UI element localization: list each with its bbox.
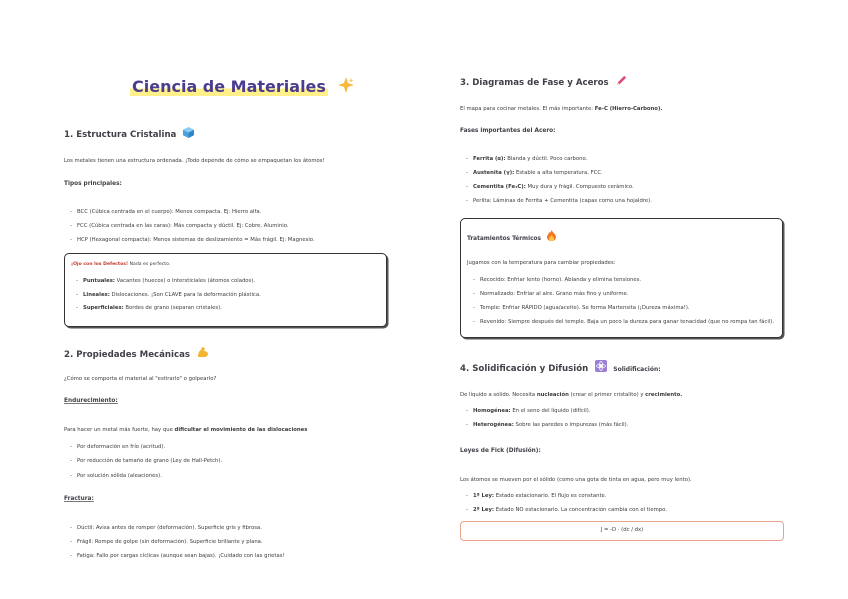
fick-formula: J = -D · (dc / dx) (600, 527, 644, 533)
formula-box (460, 521, 784, 541)
section-1-subheading: Tipos principales: (64, 181, 122, 187)
list-item: - Puntuales: Vacantes (huecos) o Intersticiales (átomos colados). (83, 278, 255, 285)
defects-note: ¡Ojo con los Defectos! Nada es perfecto. (71, 262, 171, 267)
atom-icon (595, 360, 607, 375)
list-item: - Homogénea: En el seno del líquido (difícil). (473, 408, 591, 415)
list-item: - Por solución sólida (aleaciones). (77, 473, 162, 480)
list-item: - Fatiga: Fallo por cargas cíclicas (aunque sean bajas). ¡Cuidado con las grietas! (77, 553, 285, 560)
section-4-intro: De líquido a sólido. Necesita nucleación (crear el primer cristalito) y crecimiento. (460, 392, 683, 398)
pencil-icon (616, 75, 627, 89)
heat-treatment-heading: Tratamientos Térmicos (467, 230, 556, 243)
section-4-text: Los átomos se mueven por el sólido (como una gota de tinta en agua, pero muy lento). (460, 477, 692, 483)
list-item: - Recocido: Enfriar lento (horno). Ablanda y elimina tensiones. (480, 277, 641, 284)
heat-treatment-intro: Jugamos con la temperatura para cambiar propiedades: (467, 260, 616, 266)
cube-icon (183, 127, 194, 141)
page-title: Ciencia de Materiales (130, 77, 354, 97)
list-item: - Por reducción de tamaño de grano (Ley de Hall-Petch). (77, 458, 222, 465)
list-item: - Dúctil: Avisa antes de romper (deformación). Superficie gris y fibrosa. (77, 525, 262, 532)
defects-box (64, 253, 387, 327)
list-item: - Superficiales: Bordes de grano (separan cristales). (83, 305, 222, 312)
fire-icon (547, 230, 556, 243)
list-item: - Cementita (Fe₃C): Muy dura y frágil. Compuesto cerámico. (473, 184, 634, 191)
section-heading-3: 3. Diagramas de Fase y Aceros (460, 75, 627, 89)
section-2-subheading-2: Fractura: (64, 496, 94, 502)
list-item: - Revenido: Siempre después del temple. Baja un poco la dureza para ganar tenacidad (que no rompa tan fácil). (480, 319, 774, 326)
list-item: - FCC (Cúbica centrada en las caras): Más compacta y dúctil. Ej: Cobre, Aluminio. (77, 223, 289, 230)
sparkle-icon (338, 77, 354, 97)
list-item: - Ferrita (α): Blanda y dúctil. Poco carbono. (473, 156, 587, 163)
list-item: - Heterogénea: Sobre las paredes o impurezas (más fácil). (473, 422, 628, 429)
list-item: - 2ª Ley: Estado NO estacionario. La concentración cambia con el tiempo. (473, 507, 667, 514)
list-item: - Normalizado: Enfriar al aire. Grano más fino y uniforme. (480, 291, 628, 298)
section-4-subheading: Leyes de Fick (Difusión): (460, 448, 541, 454)
list-item: - HCP (Hexagonal compacta): Menos sistemas de deslizamiento = Más frágil. Ej: Magnesio. (77, 237, 315, 244)
list-item: - Lineales: Dislocaciones. ¡Son CLAVE para la deformación plástica. (83, 292, 261, 299)
section-3-intro: El mapa para cocinar metales. El más importante: Fe-C (Hierro-Carbono). (460, 106, 663, 112)
section-3-subheading: Fases importantes del Acero: (460, 128, 556, 134)
section-1-intro: Los metales tienen una estructura ordenada. ¡Todo depende de cómo se empaquetan los átomos! (64, 158, 325, 164)
list-item: - 1ª Ley: Estado estacionario. El flujo es constante. (473, 493, 606, 500)
list-item: - Perlita: Láminas de Ferrita + Cementita (capas como una hojaldre). (473, 198, 652, 205)
heat-treatment-box (460, 218, 783, 338)
section-2-subheading-1: Endurecimiento: (64, 398, 118, 404)
section-heading-4: 4. Solidificación y Difusión Solidificación: (460, 360, 661, 375)
section-2-text: Para hacer un metal más fuerte, hay que dificultar el movimiento de las dislocaciones (64, 427, 308, 433)
list-item: - Por deformación en frío (acritud). (77, 444, 165, 451)
list-item: - BCC (Cúbica centrada en el cuerpo): Menos compacta. Ej: Hierro alfa. (77, 209, 261, 216)
section-2-intro: ¿Cómo se comporta el material al "estirarlo" o golpearlo? (64, 376, 217, 382)
section-heading-2: 2. Propiedades Mecánicas (64, 347, 209, 361)
muscle-icon (197, 347, 209, 361)
section-heading-1: 1. Estructura Cristalina (64, 127, 194, 141)
list-item: - Austenita (γ): Estable a alta temperatura. FCC. (473, 170, 603, 177)
list-item: - Temple: Enfriar RÁPIDO (agua/aceite). Se forma Martensita (¡Dureza máxima!). (480, 305, 690, 312)
list-item: - Frágil: Rompe de golpe (sin deformación). Superficie brillante y plana. (77, 539, 263, 546)
